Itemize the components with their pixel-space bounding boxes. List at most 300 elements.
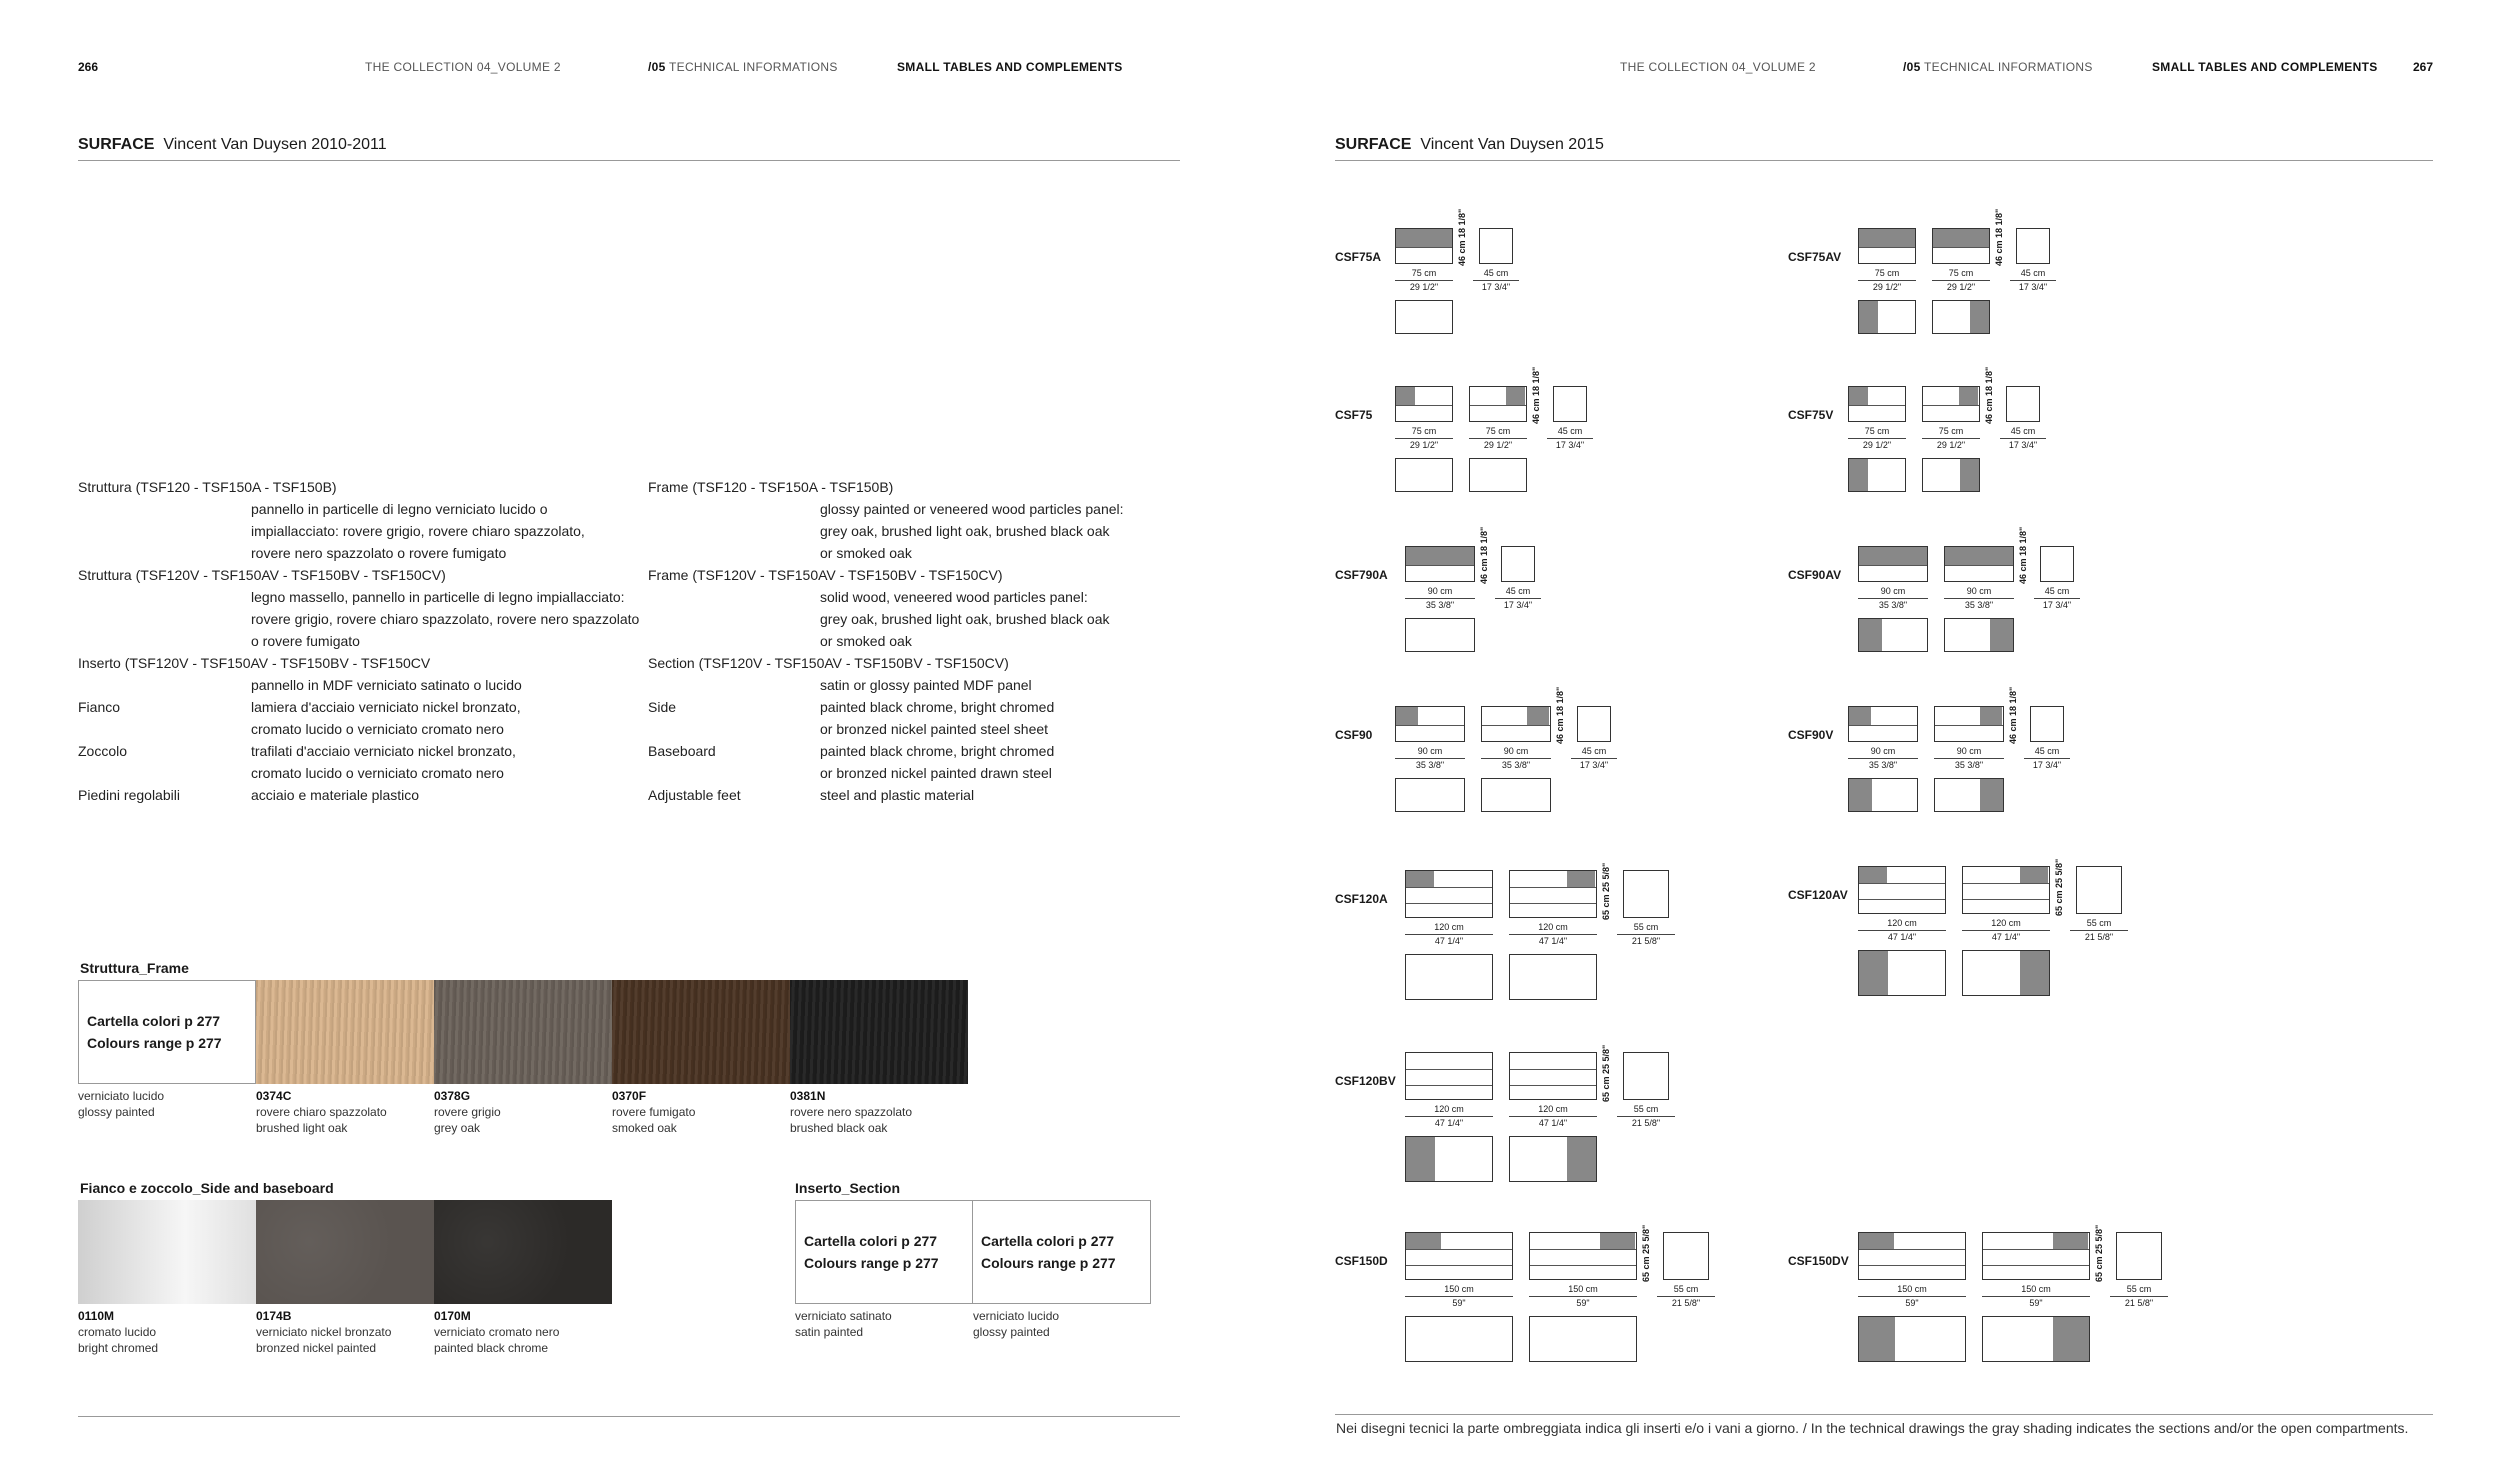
top-shaded-section [1859,619,1882,651]
depth-dimension [2034,586,2080,611]
width-cm: 90 cm [1966,586,1992,596]
front-divider [1530,1265,1636,1266]
width-inch: 59" [2029,1298,2043,1308]
dimension-line [1469,438,1527,439]
colour-range-text: Cartella colori p 277 [804,1233,938,1249]
dimension-line [1571,758,1617,759]
side-view [2116,1232,2162,1280]
swatch-name-it: rovere chiaro spazzolato [256,1105,387,1119]
front-divider [1530,1249,1636,1250]
width-cm: 150 cm [1444,1284,1474,1294]
product-code: CSF790A [1335,568,1388,582]
left-page-title [78,136,387,154]
spec-value: steel and plastic material [820,787,975,803]
swatch-name-it: rovere grigio [434,1105,501,1119]
depth-inch: 17 3/4" [1555,440,1585,450]
swatch-code: 0110M [78,1309,115,1323]
depth-dimension [1547,426,1593,451]
spec-value: solid wood, veneered wood particles panel: [820,589,1088,605]
depth-inch: 21 5/8" [1631,936,1661,946]
width-dimension [1509,922,1597,947]
spec-value: painted black chrome, bright chromed [820,743,1055,759]
front-divider [1470,405,1526,406]
front-view [1848,706,1918,742]
width-cm: 75 cm [1485,426,1511,436]
depth-inch: 17 3/4" [2042,600,2072,610]
insert-swatches [795,1200,1155,1360]
swatch-name-en: painted black chrome [434,1341,549,1355]
swatch-name-en: satin painted [795,1325,864,1339]
dimension-line [2024,758,2070,759]
shaded-compartment [1406,1233,1441,1249]
front-divider [1983,1249,2089,1250]
spec-value: rovere nero spazzolato o rovere fumigato [251,545,507,561]
front-view [1481,706,1551,742]
width-dimension [1481,746,1551,771]
left-page-number: 266 [78,60,99,74]
width-cm: 90 cm [1880,586,1906,596]
right-page-title [1335,136,1604,154]
top-view [1962,950,2050,996]
swatch-caption [795,1308,892,1340]
dimension-line [1932,280,1990,281]
height-dimension: 46 cm 18 1/8" [1994,208,2004,266]
dimension-line [1848,438,1906,439]
width-dimension [1858,1284,1966,1309]
depth-cm: 55 cm [2086,918,2112,928]
shaded-compartment [1980,707,2002,725]
colour-swatch [790,980,968,1084]
right-page-number: 267 [2413,60,2434,74]
spec-label: Inserto (TSF120V - TSF150AV - TSF150BV - TSF150CV [78,655,431,671]
width-cm: 75 cm [1864,426,1890,436]
shaded-compartment [1859,229,1915,247]
side-view [1623,870,1669,918]
dimension-line [1395,758,1465,759]
swatch-caption [256,1308,391,1356]
shaded-compartment [2020,867,2048,883]
width-inch: 29 1/2" [1862,440,1892,450]
right-title-rest: Vincent Van Duysen 2015 [1420,136,1604,153]
shaded-compartment [1849,387,1868,405]
depth-cm: 45 cm [2034,746,2060,756]
product-code: CSF75V [1788,408,1834,422]
top-view [1858,950,1946,996]
top-view [1934,778,2004,812]
dimension-line [1473,280,1519,281]
depth-inch: 17 3/4" [1579,760,1609,770]
insert-colour-range-box [973,1200,1151,1304]
swatch-caption [256,1088,387,1136]
swatch-name-it: verniciato satinato [795,1309,892,1323]
right-section-name: SMALL TABLES AND COMPLEMENTS [2152,60,2378,74]
shaded-compartment [1945,547,2013,565]
width-cm: 120 cm [1538,1104,1568,1114]
top-shaded-section [2053,1317,2089,1361]
product-code: CSF90AV [1788,568,1842,582]
width-cm: 90 cm [1503,746,1529,756]
depth-dimension [2070,918,2128,943]
width-inch: 47 1/4" [1434,936,1464,946]
width-inch: 29 1/2" [1872,282,1902,292]
shaded-compartment [1959,387,1978,405]
spec-label: Section (TSF120V - TSF150AV - TSF150BV - TSF150CV) [648,655,1009,671]
width-inch: 29 1/2" [1409,282,1439,292]
spec-value: legno massello, pannello in particelle di legno impiallacciato: [251,589,625,605]
swatch-name-en: smoked oak [612,1121,677,1135]
width-dimension [1405,1104,1493,1129]
top-view [1395,458,1453,492]
top-view [1481,778,1551,812]
front-divider [1406,887,1492,888]
insert-swatches-title: Inserto_Section [795,1180,901,1196]
side-view [1663,1232,1709,1280]
product-code: CSF120AV [1788,888,1848,902]
width-cm: 90 cm [1417,746,1443,756]
front-divider [1963,899,2049,900]
shaded-compartment [2053,1233,2088,1249]
width-inch: 59" [1905,1298,1919,1308]
front-view [1509,1052,1597,1100]
top-view [1982,1316,2090,1362]
spec-label: Struttura (TSF120V - TSF150AV - TSF150BV - TSF150CV) [78,567,446,583]
left-bottom-rule [78,1416,1180,1417]
front-view [1922,386,1980,422]
front-divider [1406,1265,1512,1266]
depth-cm: 55 cm [1673,1284,1699,1294]
front-divider [1859,883,1945,884]
dimension-line [1922,438,1980,439]
shaded-compartment [1506,387,1525,405]
swatch-name-en: bronzed nickel painted [256,1341,377,1355]
dimension-line [1509,934,1597,935]
spec-value: or smoked oak [820,633,912,649]
side-view [2040,546,2074,582]
frame-swatches-title: Struttura_Frame [80,960,189,976]
product-code: CSF120A [1335,892,1388,906]
front-view [1405,1052,1493,1100]
shaded-compartment [1396,387,1415,405]
colour-swatch [256,1200,434,1304]
shaded-compartment [1600,1233,1635,1249]
side-view [1553,386,1587,422]
product-code: CSF90V [1788,728,1834,742]
swatch-name-en: glossy painted [973,1325,1050,1339]
swatch-caption [434,1308,559,1356]
swatch-name-en: bright chromed [78,1341,159,1355]
shaded-compartment [1406,871,1434,887]
side-swatches [78,1200,618,1360]
left-title-rule [78,160,1180,161]
depth-cm: 55 cm [1633,922,1659,932]
dimension-line [1657,1296,1715,1297]
swatch-name-it: verniciato nickel bronzato [256,1325,392,1339]
left-title-bold: SURFACE [78,136,155,153]
swatch-name-it: verniciato cromato nero [434,1325,560,1339]
width-cm: 75 cm [1411,268,1437,278]
dimension-line [1405,1296,1513,1297]
dimension-line [1481,758,1551,759]
dimension-line [2010,280,2056,281]
front-divider [1396,405,1452,406]
width-dimension [1944,586,2014,611]
depth-dimension [2000,426,2046,451]
height-dimension: 46 cm 18 1/8" [2008,686,2018,744]
depth-inch: 21 5/8" [2124,1298,2154,1308]
dimension-line [1962,930,2050,931]
top-shaded-section [1849,779,1872,811]
width-inch: 35 3/8" [1501,760,1531,770]
front-view [1395,228,1453,264]
front-divider [1510,903,1596,904]
width-cm: 120 cm [1887,918,1917,928]
top-view [1944,618,2014,652]
front-divider [1510,1085,1596,1086]
dimension-line [2034,598,2080,599]
depth-dimension [1657,1284,1715,1309]
swatch-caption [612,1088,695,1136]
top-shaded-section [1567,1137,1596,1181]
product-code: CSF150DV [1788,1254,1849,1268]
width-cm: 75 cm [1948,268,1974,278]
width-inch: 35 3/8" [1964,600,1994,610]
width-inch: 47 1/4" [1538,936,1568,946]
shaded-compartment [1859,867,1887,883]
swatch-name-en: brushed black oak [790,1121,888,1135]
width-dimension [1469,426,1527,451]
swatch-code: 0174B [256,1309,292,1323]
right-title-rule [1335,160,2433,161]
front-divider [1983,1265,2089,1266]
width-inch: 29 1/2" [1409,440,1439,450]
width-inch: 35 3/8" [1954,760,1984,770]
front-view [1858,1232,1966,1280]
front-view [1395,706,1465,742]
product-code: CSF75A [1335,250,1382,264]
left-section-name: SMALL TABLES AND COMPLEMENTS [897,60,1123,74]
top-view [1858,618,1928,652]
width-inch: 47 1/4" [1991,932,2021,942]
top-view [1405,1316,1513,1362]
dimension-line [1547,438,1593,439]
depth-cm: 45 cm [1505,586,1531,596]
spec-value: grey oak, brushed light oak, brushed black oak [820,611,1110,627]
top-shaded-section [1859,301,1878,333]
dimension-line [1395,438,1453,439]
front-divider [1406,1069,1492,1070]
dimension-line [1529,1296,1637,1297]
swatch-caption [434,1088,501,1136]
shaded-compartment [1527,707,1549,725]
top-shaded-section [1990,619,2013,651]
colour-swatch [434,980,612,1084]
top-view [1509,954,1597,1000]
front-view [1509,870,1597,918]
front-divider [1963,883,2049,884]
depth-dimension [1571,746,1617,771]
top-view [1405,954,1493,1000]
colour-swatch [434,1200,612,1304]
depth-dimension [2110,1284,2168,1309]
front-view [1934,706,2004,742]
front-view [1944,546,2014,582]
spec-value: grey oak, brushed light oak, brushed black oak [820,523,1110,539]
side-swatches-title: Fianco e zoccolo_Side and baseboard [80,1180,334,1196]
width-inch: 35 3/8" [1425,600,1455,610]
front-view [1848,386,1906,422]
colour-swatch [256,980,434,1084]
height-dimension: 46 cm 18 1/8" [1531,366,1541,424]
depth-inch: 21 5/8" [1631,1118,1661,1128]
front-divider [1859,565,1927,566]
spec-label: Piedini regolabili [78,787,180,803]
width-inch: 59" [1576,1298,1590,1308]
shaded-compartment [1567,871,1595,887]
depth-inch: 17 3/4" [2018,282,2048,292]
dimension-line [1858,1296,1966,1297]
depth-cm: 45 cm [2010,426,2036,436]
height-dimension: 65 cm 25 5/8" [2094,1224,2104,1282]
spec-value: lamiera d'acciaio verniciato nickel bronzato, [251,699,521,715]
dimension-line [1405,934,1493,935]
width-cm: 150 cm [1897,1284,1927,1294]
spec-value: cromato lucido o verniciato cromato nero [251,721,504,737]
front-divider [1859,1249,1965,1250]
shaded-compartment [1396,229,1452,247]
top-shaded-section [1849,459,1868,491]
height-dimension: 65 cm 25 5/8" [1601,1044,1611,1102]
swatch-name-it: verniciato lucido [78,1089,165,1103]
shaded-compartment [1406,547,1474,565]
product-code: CSF75AV [1788,250,1842,264]
dimension-line [1509,1116,1597,1117]
width-cm: 90 cm [1870,746,1896,756]
front-view [1395,386,1453,422]
dimension-line [2000,438,2046,439]
colour-range-text: Colours range p 277 [981,1255,1116,1271]
shaded-compartment [1859,547,1927,565]
depth-dimension [1473,268,1519,293]
swatch-code: 0374C [256,1089,292,1103]
height-dimension: 46 cm 18 1/8" [1457,208,1467,266]
depth-cm: 55 cm [1633,1104,1659,1114]
top-view [1405,618,1475,652]
spec-value: or smoked oak [820,545,912,561]
width-dimension [1934,746,2004,771]
colour-range-text: Cartella colori p 277 [981,1233,1115,1249]
top-shaded-section [1960,459,1979,491]
width-cm: 120 cm [1991,918,2021,928]
spec-label: Baseboard [648,743,716,759]
dimension-line [1848,758,1918,759]
height-dimension: 46 cm 18 1/8" [1984,366,1994,424]
dimension-line [1858,930,1946,931]
side-view [1479,228,1513,264]
colour-range-text: Colours range p 277 [804,1255,939,1271]
swatch-caption [790,1088,912,1136]
height-dimension: 65 cm 25 5/8" [1601,862,1611,920]
front-divider [1406,1249,1512,1250]
dimension-line [1982,1296,2090,1297]
spec-value: rovere grigio, rovere chiaro spazzolato, rovere nero spazzolato [251,611,640,627]
top-view [1848,778,1918,812]
top-view [1469,458,1527,492]
shaded-compartment [1849,707,1871,725]
front-divider [1849,405,1905,406]
front-view [1932,228,1990,264]
top-shaded-section [1970,301,1989,333]
front-divider [1396,725,1464,726]
width-dimension [1405,1284,1513,1309]
top-view [1395,778,1465,812]
front-divider [1859,899,1945,900]
width-cm: 75 cm [1411,426,1437,436]
swatch-name-en: glossy painted [78,1105,155,1119]
dimension-line [1495,598,1541,599]
dimension-line [2070,930,2128,931]
colour-range-text: Colours range p 277 [87,1035,222,1051]
spec-label: Struttura (TSF120 - TSF150A - TSF150B) [78,479,337,495]
width-inch: 47 1/4" [1538,1118,1568,1128]
top-view [1405,1136,1493,1182]
width-dimension [1395,746,1465,771]
dimension-line [1405,1116,1493,1117]
dimension-line [1858,280,1916,281]
width-dimension [1405,922,1493,947]
dimension-line [1944,598,2014,599]
swatch-name-en: grey oak [434,1121,481,1135]
width-dimension [1858,586,1928,611]
shaded-compartment [1396,707,1418,725]
depth-inch: 17 3/4" [2032,760,2062,770]
front-divider [1923,405,1979,406]
side-view [1577,706,1611,742]
spec-value: glossy painted or veneered wood particles panel: [820,501,1124,517]
depth-cm: 45 cm [1581,746,1607,756]
width-dimension [1858,268,1916,293]
width-dimension [1509,1104,1597,1129]
width-dimension [1405,586,1475,611]
swatch-name-it: cromato lucido [78,1325,157,1339]
spec-label: Zoccolo [78,743,128,759]
front-divider [1859,1265,1965,1266]
swatch-code: 0378G [434,1089,471,1103]
depth-dimension [1495,586,1541,611]
spec-value: trafilati d'acciaio verniciato nickel bronzato, [251,743,516,759]
left-chapter-title: TECHNICAL INFORMATIONS [669,60,838,74]
width-dimension [1982,1284,2090,1309]
width-inch: 47 1/4" [1887,932,1917,942]
top-view [1529,1316,1637,1362]
top-shaded-section [1406,1137,1435,1181]
width-inch: 29 1/2" [1936,440,1966,450]
height-dimension: 65 cm 25 5/8" [2054,858,2064,916]
side-view [2006,386,2040,422]
swatch-caption [78,1088,164,1120]
dimension-line [1617,1116,1675,1117]
product-code: CSF120BV [1335,1074,1396,1088]
width-inch: 29 1/2" [1946,282,1976,292]
spec-value: or bronzed nickel painted steel sheet [820,721,1049,737]
side-view [2076,866,2122,914]
swatch-name-en: brushed light oak [256,1121,348,1135]
top-view [1922,458,1980,492]
dimension-line [1934,758,2004,759]
top-shaded-section [2020,951,2049,995]
front-divider [1933,247,1989,248]
right-chapter-title: TECHNICAL INFORMATIONS [1924,60,2093,74]
front-divider [1849,725,1917,726]
